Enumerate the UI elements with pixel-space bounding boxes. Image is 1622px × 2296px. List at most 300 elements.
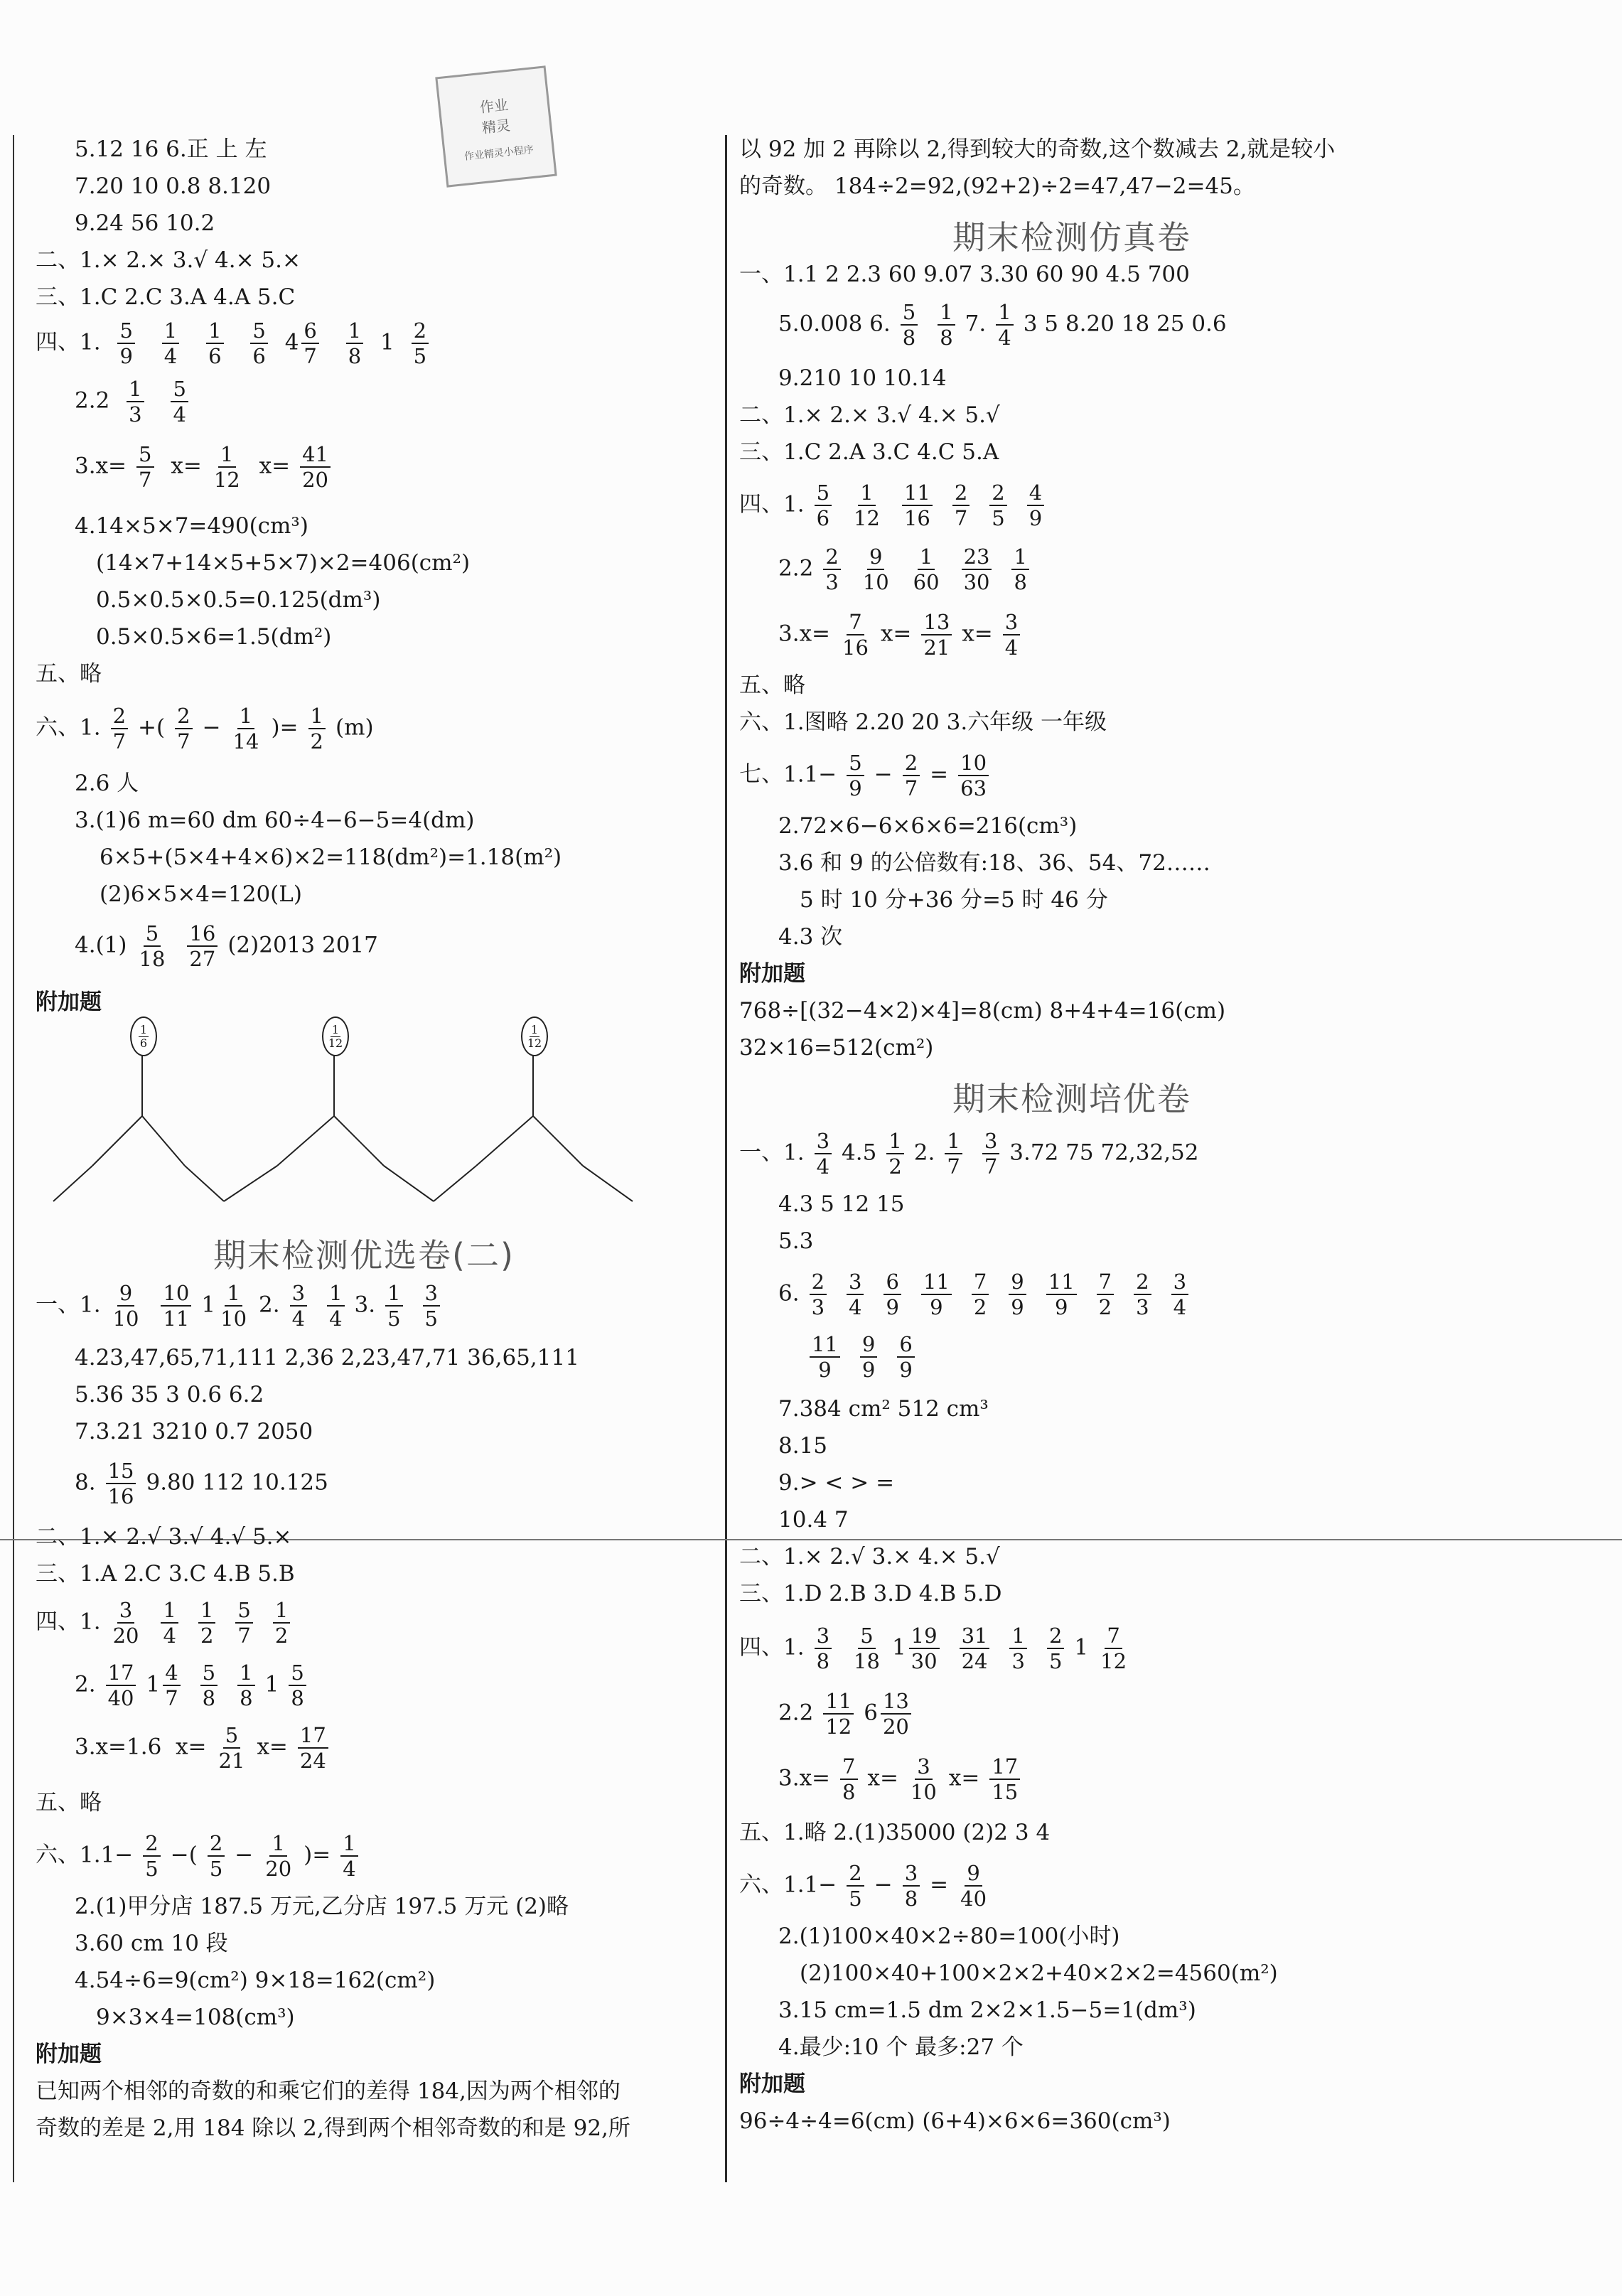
numerator: 2 [175,704,192,729]
fraction [300,442,331,492]
fraction [911,545,942,594]
fraction [847,1270,864,1319]
item-label: 四、1. [36,1609,101,1635]
denominator: 4 [1173,1295,1187,1319]
fraction [263,1831,294,1881]
denominator: 2 [310,729,323,753]
item-label: 六、1. [36,714,101,741]
answer-line: 五、1.略 2.(1)35000 (2)2 3 4 [739,1820,1051,1845]
fraction [938,300,955,350]
denominator: 12 [854,506,880,530]
fraction [1097,1270,1114,1319]
fraction [996,300,1013,350]
denominator: 18 [139,947,166,971]
numerator: 41 [300,442,331,468]
numerator: 9 [867,545,884,570]
fraction [921,1270,952,1319]
item-label: 四、1. [36,329,101,355]
denominator: 16 [903,506,930,530]
fraction [137,921,168,971]
fraction [847,1861,864,1911]
bonus-heading: 附加题 [739,961,805,987]
answer-line: 0.5×0.5×0.5=0.125(dm³) [96,587,381,613]
numerator: 2 [111,704,128,729]
fraction [881,1689,911,1739]
denominator: 8 [291,1686,304,1710]
operator: = [930,761,949,788]
answer-line: 5.3 [778,1228,814,1254]
answer-line: 6×5+(5×4+4×6)×2=118(dm²)=1.18(m²) [100,844,562,870]
denominator: 21 [923,635,950,660]
denominator: 8 [940,326,953,350]
denominator: 16 [107,1484,134,1508]
operator: − [202,714,221,741]
denominator: 6 [816,506,830,530]
fraction [852,481,882,530]
answer-line: 五、略 [739,672,805,698]
whole-number: 1 [201,1292,216,1318]
numerator: 17 [298,1723,328,1749]
numerator: 2 [1134,1270,1151,1295]
denominator: 2 [274,1624,289,1648]
fraction [327,1281,344,1331]
numerator: 5 [847,751,864,776]
numerator: 3 [290,1281,307,1307]
fraction [1047,1624,1064,1673]
fraction [1046,1270,1077,1319]
denominator: 8 [904,1887,918,1911]
fraction [298,1723,328,1773]
denominator: 7 [112,729,127,753]
denominator: 3 [1011,1649,1025,1673]
answer-line: 96÷4÷4=6(cm) (6+4)×6×6=360(cm³) [739,2108,1171,2134]
answer-line: 三、1.D 2.B 3.D 4.B 5.D [739,1581,1002,1606]
numerator: 1 [198,1598,215,1624]
answer-line: 三、1.C 2.A 3.C 4.C 5.A [739,439,999,465]
fraction-line [778,610,1030,660]
answer-line: 10.4 7 [778,1507,849,1533]
numerator: 3 [815,1624,832,1649]
fraction [127,377,144,427]
numerator: 23 [962,545,992,570]
operator: −( [170,1842,198,1868]
denominator: 20 [265,1857,292,1881]
numerator: 7 [1105,1624,1122,1649]
denominator: 21 [218,1749,245,1773]
fraction-line [778,1754,1030,1804]
equation-var: x= [171,453,202,479]
fraction [423,1281,440,1331]
numerator: 2 [412,318,429,344]
numerator: 10 [958,751,989,776]
answer-line: 二、1.× 2.√ 3.√ 4.√ 5.× [36,1524,292,1550]
answer-line: 2.(1)100×40×2÷80=100(小时) [778,1924,1120,1949]
fraction [972,1270,989,1319]
fraction [111,704,128,753]
answer-line: 五、略 [36,1790,102,1815]
denominator: 40 [107,1686,134,1710]
denominator: 6 [139,1036,148,1050]
denominator: 2 [200,1624,214,1648]
fraction [908,1754,939,1804]
fraction [161,1281,191,1331]
denominator: 6 [208,344,222,368]
numerator: 5 [171,377,188,402]
whole-number: 1 [891,1634,906,1661]
fraction [958,751,989,800]
whole-number: 4 [284,329,299,355]
answer-line: 768÷[(32−4×2)×4]=8(cm) 8+4+4=16(cm) [739,998,1226,1024]
denominator: 15 [992,1780,1019,1804]
fraction [815,481,832,530]
fraction [815,1129,832,1179]
left-margin-rule [13,135,14,2182]
denominator: 4 [163,344,178,368]
fraction-line [75,1459,328,1508]
fraction [385,1281,402,1331]
denominator: 5 [849,1887,862,1911]
fraction [212,442,242,492]
fraction [250,318,267,368]
denominator: 9 [119,344,133,368]
denominator: 7 [954,506,968,530]
whole-number: 1 [1074,1634,1089,1661]
item-label: 六、1.1− [36,1842,134,1868]
denominator: 16 [842,635,869,660]
denominator: 4 [816,1154,830,1179]
fraction [217,1723,247,1773]
answer-text: 3.72 75 72,32,52 [1009,1139,1199,1166]
fraction [852,1624,882,1673]
denominator: 8 [1014,570,1027,594]
numerator: 9 [965,1861,982,1887]
answer-line: 7.3.21 3210 0.7 2050 [75,1419,313,1444]
item-label: 8. [75,1469,96,1496]
numerator: 1 [273,1598,290,1624]
answer-line: 3.15 cm=1.5 dm 2×2×1.5−5=1(dm³) [778,1997,1196,2023]
answer-line: 4.14×5×7=490(cm³) [75,513,308,539]
fraction [1011,545,1028,594]
numerator: 2 [847,1861,864,1887]
whole-number: 6 [864,1700,878,1726]
answer-line: 已知两个相邻的奇数的和乘它们的差得 184,因为两个相邻的 [36,2078,621,2104]
answer-line: 二、1.× 2.√ 3.× 4.× 5.√ [739,1544,1000,1570]
item-label: 3.x=1.6 [75,1734,162,1760]
answer-line: 0.5×0.5×6=1.5(dm²) [96,624,332,650]
denominator: 10 [112,1307,139,1331]
numerator: 7 [840,1754,857,1780]
answer-line: 8.15 [778,1433,828,1459]
fraction [162,318,179,368]
numerator: 5 [901,300,918,326]
denominator: 30 [911,1649,938,1673]
answer-line: 3.6 和 9 的公倍数有:18、36、54、72…… [778,850,1210,876]
denominator: 10 [910,1780,937,1804]
answer-line: 4.3 次 [778,924,843,950]
fraction [840,1754,857,1804]
answer-line: 5.12 16 6.正 上 左 [75,136,267,162]
denominator: 5 [387,1307,401,1331]
numerator: 9 [117,1281,134,1307]
fraction [171,377,188,427]
fraction [308,704,326,753]
numerator: 1 [218,442,235,468]
denominator: 20 [112,1624,139,1648]
fraction-line [778,1270,1198,1319]
denominator: 18 [854,1649,880,1673]
fraction [143,1831,160,1881]
numerator: 7 [972,1270,989,1295]
answer-line: 3.(1)6 m=60 dm 60÷4−6−5=4(dm) [75,808,475,833]
numerator: 10 [161,1281,191,1307]
fraction-line [36,1598,300,1648]
numerator: 1 [269,1831,286,1857]
operator: )= [304,1842,331,1868]
numerator: 5 [117,318,134,344]
item-label: 四、1. [739,491,805,517]
item-label: 一、1. [739,1139,805,1166]
fraction [111,1281,141,1331]
numerator: 3 [847,1270,864,1295]
fraction [952,481,970,530]
numerator: 1 [918,545,935,570]
section-title: 期末检测培优卷 [952,1080,1191,1118]
answer-text: 3 5 8.20 18 25 0.6 [1023,311,1227,337]
denominator: 9 [861,1358,876,1382]
fraction [909,1624,940,1673]
answer-line: 2.72×6−6×6×6=216(cm³) [778,813,1078,839]
denominator: 8 [240,1686,253,1710]
tree-node [521,1016,548,1056]
numerator: 1 [886,1129,903,1154]
numerator: 1 [340,1831,358,1857]
denominator: 12 [1100,1649,1127,1673]
answer-line: 以 92 加 2 再除以 2,得到较大的奇数,这个数减去 2,就是较小 [739,136,1336,162]
answer-line: 5 时 10 分+36 分=5 时 46 分 [800,887,1108,913]
fraction-line [36,1831,368,1881]
fraction [187,921,217,971]
operator: )= [271,714,299,741]
numerator: 1 [331,1022,340,1036]
numerator: 1 [139,1022,148,1036]
fraction [823,1689,854,1739]
numerator: 3 [982,1129,999,1154]
denominator: 4 [173,402,186,427]
fraction [1027,481,1044,530]
answer-line: 二、1.× 2.× 3.√ 4.× 5.× [36,247,301,273]
denominator: 4 [849,1295,862,1319]
denominator: 24 [961,1649,988,1673]
fraction [237,1661,254,1710]
fraction [231,704,262,753]
answer-line: 2.6 人 [75,771,139,796]
denominator: 30 [963,570,990,594]
fraction [921,610,952,660]
equation-var: x= [257,1734,288,1760]
fraction [218,1281,249,1331]
denominator: 12 [527,1036,542,1050]
answer-line: 五、略 [36,661,102,687]
fraction [982,1129,999,1179]
item-label: 四、1. [739,1634,805,1661]
whole-number: 1 [380,329,394,355]
numerator: 1 [996,300,1013,326]
denominator: 7 [165,1686,178,1710]
numerator: 13 [921,610,952,635]
numerator: 31 [960,1624,990,1649]
numerator: 5 [235,1598,252,1624]
fraction [161,1598,178,1648]
numerator: 19 [909,1624,940,1649]
fraction [960,1624,990,1673]
fraction [289,1661,306,1710]
operator: = [930,1872,949,1898]
denominator: 10 [862,570,889,594]
answer-line: 4.3 5 12 15 [778,1191,905,1217]
numerator: 2 [989,481,1006,506]
answer-line: 32×16=512(cm²) [739,1035,934,1061]
equation-var: x= [948,1765,980,1791]
column-divider [725,135,727,2182]
denominator: 63 [960,776,987,800]
fraction-line [778,1689,921,1739]
denominator: 4 [163,1624,176,1648]
tree-node [322,1016,349,1056]
numerator: 1 [308,704,326,729]
denominator: 4 [329,1307,343,1331]
watermark-line: 精灵 [480,116,512,137]
fraction-line [36,704,374,753]
denominator: 2 [973,1295,987,1319]
numerator: 5 [250,318,267,344]
fraction [962,545,992,594]
numerator: 9 [1009,1270,1026,1295]
numerator: 4 [1027,481,1044,506]
numerator: 5 [289,1661,306,1686]
answer-line: 2.(1)甲分店 187.5 万元,乙分店 197.5 万元 (2)略 [75,1894,569,1919]
item-label: 5.0.008 6. [778,311,891,337]
numerator: 15 [106,1459,136,1484]
answer-line: 9.210 10 10.14 [778,365,947,391]
numerator: 5 [815,481,832,506]
denominator: 5 [424,1307,438,1331]
answer-line: 六、1.图略 2.20 20 3.六年级 一年级 [739,709,1107,735]
denominator: 7 [304,344,317,368]
numerator: 3 [815,1129,832,1154]
item-label: 2. [75,1671,96,1697]
denominator: 9 [818,1358,832,1382]
item-label: 2. [913,1139,935,1166]
denominator: 12 [213,468,240,492]
fraction [163,1661,180,1710]
denominator: 27 [189,947,216,971]
fraction [815,1624,832,1673]
fraction [903,1861,920,1911]
bonus-heading: 附加题 [36,2042,102,2067]
item-label: 3.x= [778,621,831,647]
denominator: 11 [163,1307,190,1331]
fraction [117,318,134,368]
fraction [200,1661,217,1710]
fraction [208,1831,225,1881]
denominator: 9 [849,776,862,800]
fraction [883,1270,901,1319]
numerator: 3 [423,1281,440,1307]
answer-line: (14×7+14×5+5×7)×2=406(cm²) [96,550,471,576]
fraction-line [36,318,439,368]
denominator: 4 [998,326,1011,350]
denominator: 24 [299,1749,326,1773]
denominator: 9 [1054,1295,1068,1319]
numerator: 6 [301,318,318,344]
section-title: 期末检测优选卷(二) [213,1236,515,1275]
fraction [989,1754,1020,1804]
fraction [860,1332,877,1382]
numerator: 1 [327,1281,344,1307]
answer-text: 4.5 [842,1139,877,1166]
answer-line: 4.最少:10 个 最多:27 个 [778,2034,1024,2060]
numerator: 2 [1047,1624,1064,1649]
answer-line: 3.60 cm 10 段 [75,1931,228,1956]
denominator: 14 [232,729,259,753]
fraction [1171,1270,1188,1319]
equation-var: x= [95,453,127,479]
denominator: 4 [1004,635,1019,660]
numerator: 3 [1171,1270,1188,1295]
fraction [1134,1270,1151,1319]
fraction-line [739,751,999,800]
denominator: 8 [348,344,362,368]
equation-var: x= [880,621,912,647]
denominator: 5 [1048,1649,1063,1673]
denominator: 20 [302,468,328,492]
item-label: 2.2 [778,1700,814,1726]
numerator: 2 [208,1831,225,1857]
denominator: 8 [902,326,916,350]
denominator: 5 [145,1857,159,1881]
fraction [810,1332,840,1382]
answer-line: 9.24 56 10.2 [75,210,215,236]
numerator: 1 [206,318,223,344]
denominator: 3 [129,402,142,427]
fraction [958,1861,989,1911]
fraction [175,704,192,753]
answer-line: 三、1.C 2.C 3.A 4.A 5.C [36,284,296,310]
numerator: 11 [902,481,933,506]
equation-var: x= [867,1765,898,1791]
denominator: 20 [882,1715,909,1739]
denominator: 7 [177,729,190,753]
fraction-line [778,300,1227,350]
numerator: 1 [346,318,363,344]
answer-line: 奇数的差是 2,用 184 除以 2,得到两个相邻奇数的和是 92,所 [36,2115,630,2141]
fraction [106,1459,136,1508]
fraction-line [75,1723,338,1773]
whole-number: 1 [146,1671,161,1697]
numerator: 1 [385,1281,402,1307]
fraction-line [739,1861,999,1911]
denominator: 8 [202,1686,216,1710]
denominator: 9 [886,1295,899,1319]
denominator: 2 [888,1154,902,1179]
item-label: 3.x= [778,1765,831,1791]
item-label: 3. [354,1292,376,1318]
item-label: 2.2 [75,387,110,414]
denominator: 5 [413,344,427,368]
numerator: 3 [117,1598,134,1624]
numerator: 1 [161,1598,178,1624]
denominator: 9 [930,1295,943,1319]
